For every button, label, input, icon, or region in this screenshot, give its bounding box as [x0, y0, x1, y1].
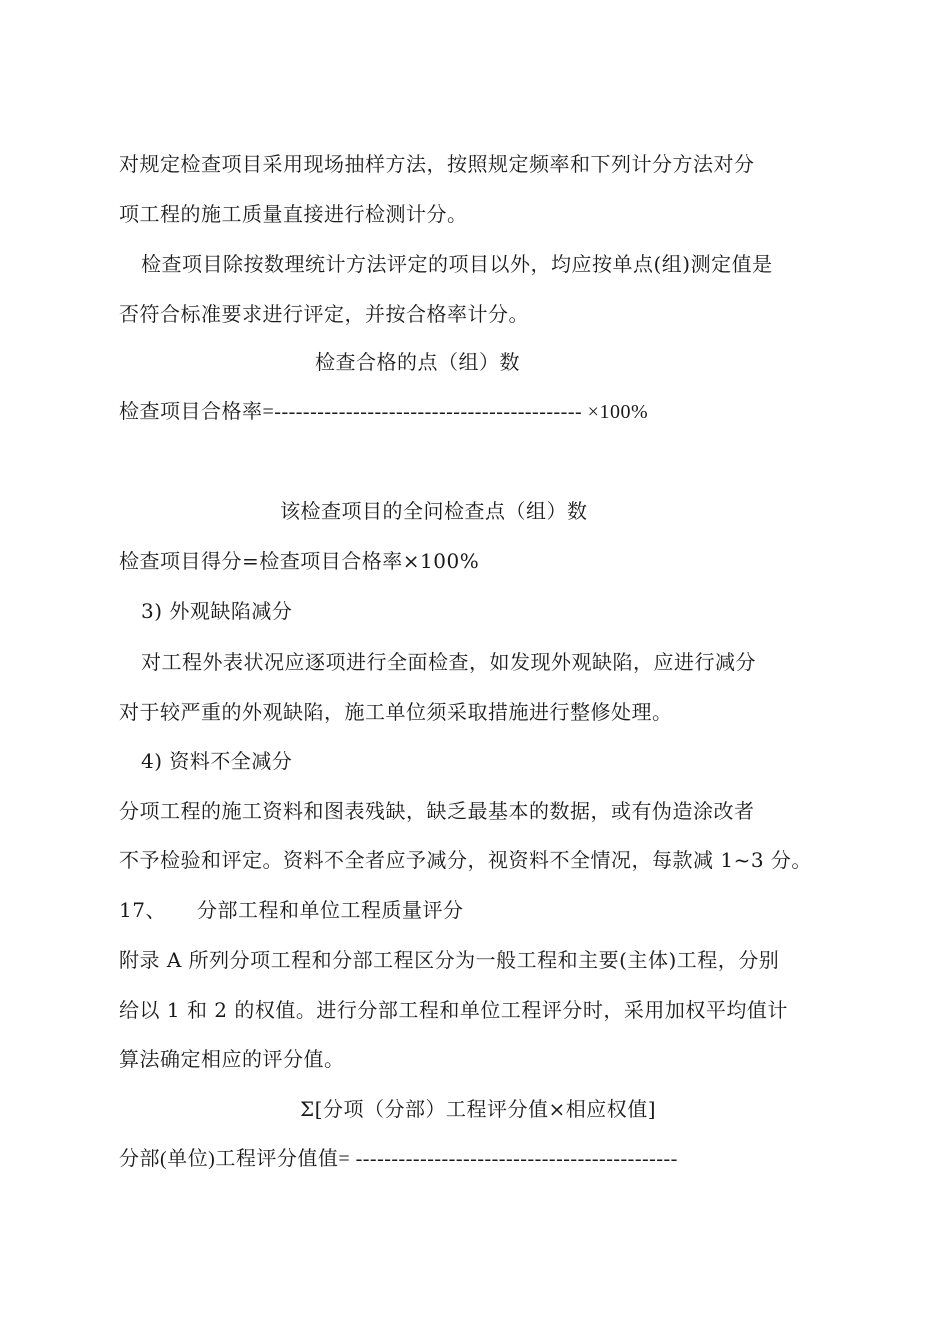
paragraph-line: 算法确定相应的评分值。 — [119, 1047, 345, 1071]
paragraph-line: 项工程的施工质量直接进行检测计分。 — [119, 202, 468, 226]
paragraph-line: 给以 1 和 2 的权值。进行分部工程和单位工程评分时，采用加权平均值计 — [119, 998, 788, 1022]
formula-pass-rate: 检查项目合格率=------------------------------------------- ×100% — [119, 401, 649, 423]
formula-score: 检查项目得分=检查项目合格率×100% — [119, 549, 480, 573]
paragraph-line: 对工程外表状况应逐项进行全面检查，如发现外观缺陷，应进行减分 — [141, 650, 756, 674]
formula-weighted-score: 分部(单位)工程评分值值= --------------------------------------------- — [119, 1148, 678, 1170]
paragraph-line: 分项工程的施工资料和图表残缺，缺乏最基本的数据，或有伪造涂改者 — [119, 799, 755, 823]
formula-numerator: 检查合格的点（组）数 — [315, 350, 520, 374]
section-heading: 4) 资料不全减分 — [141, 749, 293, 773]
paragraph-line: 对规定检查项目采用现场抽样方法，按照规定频率和下列计分方法对分 — [119, 152, 755, 176]
paragraph-line: 对于较严重的外观缺陷，施工单位须采取措施进行整修处理。 — [119, 700, 673, 724]
paragraph-line: 附录 A 所列分项工程和分部工程区分为一般工程和主要(主体)工程，分别 — [119, 948, 780, 972]
formula-denominator: 该检查项目的全问检查点（组）数 — [280, 499, 588, 523]
paragraph-line: 不予检验和评定。资料不全者应予减分，视资料不全情况，每款减 1~3 分。 — [119, 848, 812, 872]
paragraph-line: 检查项目除按数理统计方法评定的项目以外，均应按单点(组)测定值是 — [141, 252, 773, 276]
section-heading: 3) 外观缺陷减分 — [141, 599, 293, 623]
formula-weighted-numerator: Σ[分项（分部）工程评分值×相应权值] — [300, 1097, 657, 1121]
section-heading: 17、 分部工程和单位工程质量评分 — [119, 898, 464, 922]
paragraph-line: 否符合标准要求进行评定，并按合格率计分。 — [119, 302, 529, 326]
